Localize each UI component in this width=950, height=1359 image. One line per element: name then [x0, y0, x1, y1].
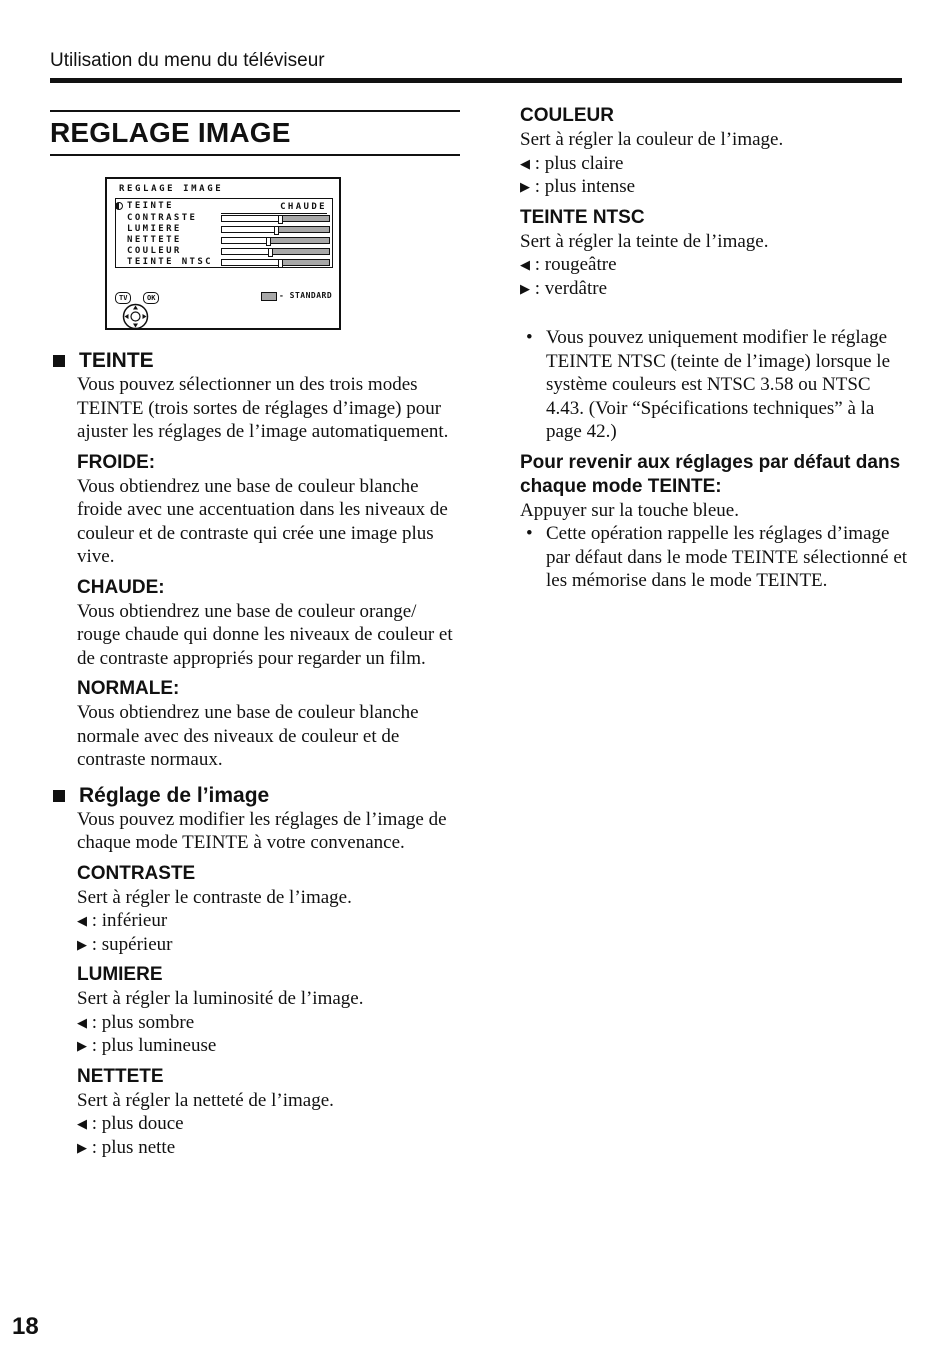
- osd-bar-teinte-ntsc: [221, 259, 330, 266]
- contraste-left-text: : inférieur: [87, 910, 168, 931]
- chaude-text: Vous obtiendrez une base de couleur orange/ rouge chaude qui donne les niveaux de couleur et de contraste appropriés pour regarder un film.: [77, 600, 453, 669]
- reset-note-text: Cette opération rappelle les réglages d’image par défaut dans le mode TEINTE sélectionné et les mémorise dans le mode TEINTE.: [546, 523, 908, 591]
- osd-row-contraste: CONTRASTE: [127, 213, 198, 223]
- left-arrow-icon: ◀: [77, 1116, 87, 1131]
- tv-button-icon: TV: [115, 292, 131, 304]
- contraste-left-line: [77, 909, 460, 933]
- page-number: 18: [12, 1313, 39, 1340]
- ntsc-left-text: : rougeâtre: [530, 254, 617, 275]
- header-rule: [50, 78, 902, 83]
- dpad-icon: [122, 303, 149, 330]
- bullet-dot-icon: •: [526, 523, 533, 544]
- ntsc-right-text: : verdâtre: [530, 277, 608, 299]
- osd-menu-figure: [105, 177, 341, 330]
- osd-bar-nettete: [221, 237, 330, 244]
- ntsc-left-line: [520, 253, 910, 277]
- osd-row-couleur: COULEUR: [127, 246, 182, 256]
- nettete-right-text: : plus nette: [87, 1136, 176, 1158]
- bar-marker: [278, 215, 283, 224]
- section-title-box: [50, 110, 460, 156]
- ntsc-note-text: Vous pouvez uniquement modifier le réglage TEINTE NTSC (teinte de l’image) lorsque le système couleurs est NTSC 3.58 ou NTSC 4.43. (Voir “Spécifications techniques” à la page 42.): [546, 327, 891, 442]
- bar-fill: [273, 249, 329, 254]
- right-arrow-icon: ▶: [77, 1038, 87, 1053]
- contraste-right-text: : supérieur: [87, 933, 173, 955]
- right-arrow-icon: ▶: [77, 1139, 87, 1155]
- froide-heading: FROIDE:: [77, 451, 156, 473]
- couleur-heading: COULEUR: [520, 105, 614, 126]
- lumiere-left-text: : plus sombre: [87, 1011, 195, 1033]
- reset-text: Appuyer sur la touche bleue.: [520, 499, 739, 521]
- right-arrow-icon: ▶: [520, 280, 530, 296]
- reglage-intro: Vous pouvez modifier les réglages de l’image de chaque mode TEINTE à votre convenance.: [77, 808, 447, 853]
- bar-fill: [283, 216, 329, 221]
- bar-fill: [283, 260, 329, 265]
- lumiere-left-line: [77, 1011, 460, 1035]
- left-arrow-icon: ◀: [520, 155, 530, 171]
- nettete-heading: NETTETE: [77, 1065, 164, 1087]
- osd-row-teinte: TEINTE: [127, 201, 174, 211]
- chaude-heading: CHAUDE:: [77, 576, 165, 598]
- ok-button-icon: OK: [143, 292, 159, 304]
- selection-cursor-icon: [115, 202, 123, 210]
- bar-fill: [279, 227, 329, 232]
- ntsc-note: [520, 326, 910, 444]
- bar-fill: [271, 238, 329, 243]
- osd-row-teinte-ntsc: TEINTE NTSC: [127, 257, 214, 267]
- bullet-dot-icon: •: [526, 327, 533, 348]
- left-column: [50, 110, 460, 1159]
- couleur-left-line: [520, 152, 910, 176]
- lumiere-right-line: [77, 1034, 460, 1058]
- teinte-ntsc-heading: TEINTE NTSC: [520, 206, 645, 228]
- reglage-heading: [50, 784, 460, 808]
- normale-text: Vous obtiendrez une base de couleur blanche normale avec des niveaux de couleur et de contraste normaux.: [77, 702, 419, 770]
- lumiere-right-text: : plus lumineuse: [87, 1035, 217, 1056]
- contraste-heading: CONTRASTE: [77, 862, 196, 884]
- contraste-right-line: [77, 933, 460, 957]
- bar-marker: [268, 248, 273, 257]
- osd-bar-couleur: [221, 248, 330, 255]
- couleur-left-text: : plus claire: [530, 152, 624, 174]
- contraste-text: Sert à régler le contraste de l’image.: [77, 886, 352, 908]
- section-title: REGLAGE IMAGE: [50, 117, 291, 148]
- nettete-left-text: : plus douce: [87, 1113, 184, 1134]
- right-arrow-icon: ▶: [77, 936, 87, 952]
- froide-text: Vous obtiendrez une base de couleur blanche froide avec une accentuation dans les niveaux de couleur et de contraste qui crée une image plus vive.: [77, 475, 448, 567]
- osd-menu-title: REGLAGE IMAGE: [119, 184, 224, 194]
- teinte-ntsc-text: Sert à régler la teinte de l’image.: [520, 230, 769, 252]
- nettete-right-line: [77, 1136, 460, 1160]
- lumiere-text: Sert à régler la luminosité de l’image.: [77, 988, 364, 1009]
- left-arrow-icon: ◀: [520, 257, 530, 272]
- left-arrow-icon: ◀: [77, 1014, 87, 1030]
- right-arrow-icon: ▶: [520, 179, 530, 194]
- teinte-intro: Vous pouvez sélectionner un des trois modes TEINTE (trois sortes de réglages d’image) pour ajuster les réglages de l’image automatiquement.: [77, 374, 449, 442]
- ntsc-right-line: [520, 277, 910, 301]
- nettete-left-line: [77, 1112, 460, 1136]
- couleur-right-text: : plus intense: [530, 176, 636, 197]
- osd-bar-contraste: [221, 215, 330, 222]
- standard-legend-swatch: [261, 292, 277, 301]
- teinte-heading-text: TEINTE: [79, 349, 154, 372]
- osd-row-nettete: NETTETE: [127, 235, 182, 245]
- osd-row-lumiere: LUMIERE: [127, 224, 182, 234]
- nettete-text: Sert à régler la netteté de l’image.: [77, 1089, 334, 1111]
- osd-bar-lumiere: [221, 226, 330, 233]
- reglage-heading-text: Réglage de l’image: [79, 783, 270, 807]
- square-bullet-icon: [53, 790, 65, 802]
- bar-marker: [266, 237, 271, 246]
- left-arrow-icon: ◀: [77, 913, 87, 928]
- bar-marker: [274, 226, 279, 235]
- reset-note: [520, 522, 910, 593]
- standard-legend-text: - STANDARD: [279, 291, 333, 300]
- osd-value-underline: [221, 213, 327, 214]
- couleur-right-line: [520, 175, 910, 199]
- running-header: Utilisation du menu du téléviseur: [50, 50, 325, 71]
- bar-marker: [278, 259, 283, 268]
- teinte-heading: [50, 349, 460, 373]
- couleur-text: Sert à régler la couleur de l’image.: [520, 129, 784, 150]
- normale-heading: NORMALE:: [77, 678, 180, 699]
- right-column: [520, 104, 910, 593]
- osd-teinte-value: CHAUDE: [280, 202, 327, 212]
- square-bullet-icon: [53, 355, 65, 367]
- lumiere-heading: LUMIERE: [77, 964, 163, 985]
- reset-heading: Pour revenir aux réglages par défaut dans chaque mode TEINTE:: [520, 451, 901, 497]
